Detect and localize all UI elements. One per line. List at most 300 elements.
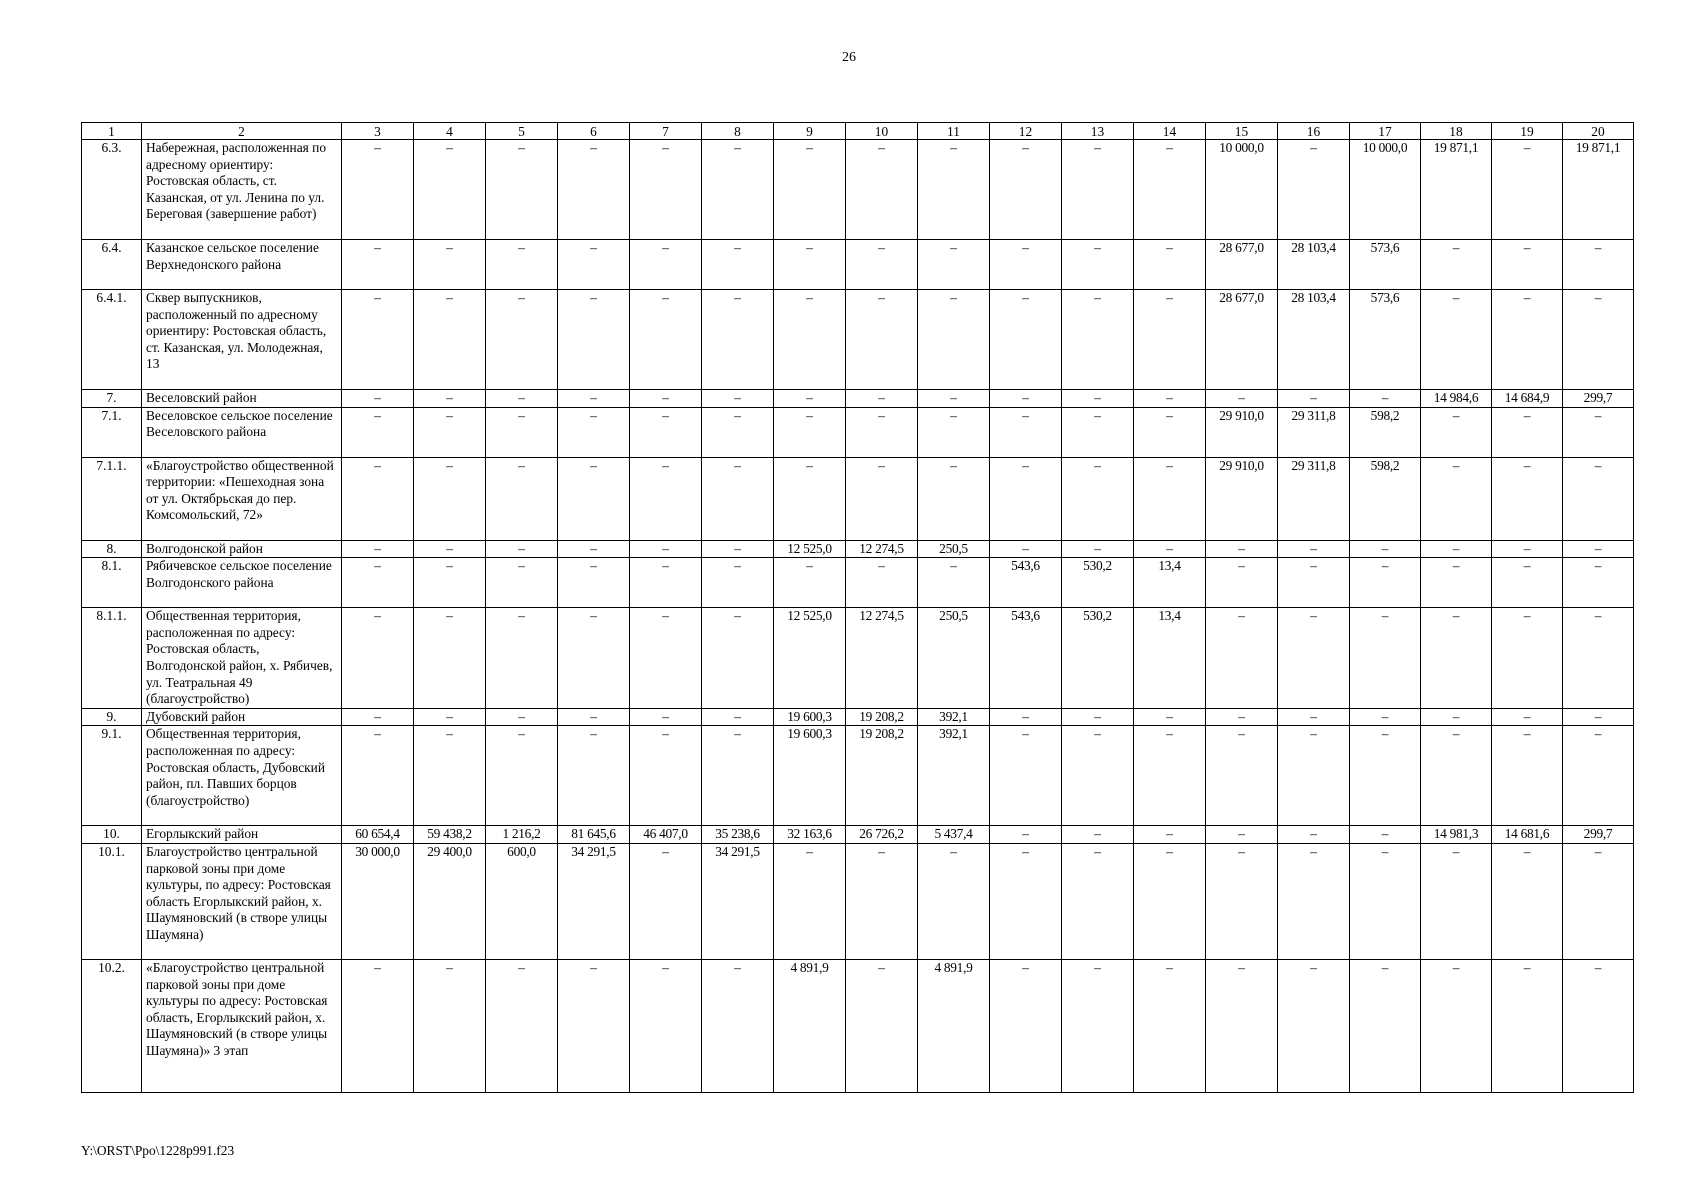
value-cell-col-8: 35 238,6 xyxy=(702,826,774,844)
value-cell-col-10: – xyxy=(846,959,918,1092)
row-name: Рябичевское сельское поселение Волгодонского района xyxy=(142,558,342,608)
value-cell-col-12: 543,6 xyxy=(990,558,1062,608)
value-cell-col-16: 28 103,4 xyxy=(1278,240,1350,290)
value-cell-col-17: 573,6 xyxy=(1350,240,1421,290)
value-cell-col-19: – xyxy=(1492,558,1563,608)
value-cell-col-14: – xyxy=(1134,240,1206,290)
value-cell-col-18: – xyxy=(1421,959,1492,1092)
value-cell-col-19: – xyxy=(1492,240,1563,290)
value-cell-col-13: – xyxy=(1062,240,1134,290)
value-cell-col-8: – xyxy=(702,390,774,408)
value-cell-col-16: – xyxy=(1278,959,1350,1092)
value-cell-col-11: 392,1 xyxy=(918,708,990,726)
column-header-19: 19 xyxy=(1492,123,1563,140)
value-cell-col-20: – xyxy=(1563,407,1634,457)
value-cell-col-17: 10 000,0 xyxy=(1350,140,1421,240)
column-header-18: 18 xyxy=(1421,123,1492,140)
value-cell-col-16: – xyxy=(1278,708,1350,726)
value-cell-col-4: – xyxy=(414,390,486,408)
value-cell-col-17: – xyxy=(1350,608,1421,709)
value-cell-col-5: 600,0 xyxy=(486,843,558,959)
value-cell-col-10: 19 208,2 xyxy=(846,726,918,826)
value-cell-col-6: – xyxy=(558,390,630,408)
value-cell-col-9: 4 891,9 xyxy=(774,959,846,1092)
value-cell-col-17: – xyxy=(1350,826,1421,844)
value-cell-col-14: – xyxy=(1134,457,1206,540)
value-cell-col-12: – xyxy=(990,140,1062,240)
value-cell-col-3: 60 654,4 xyxy=(342,826,414,844)
value-cell-col-11: – xyxy=(918,240,990,290)
value-cell-col-16: 29 311,8 xyxy=(1278,407,1350,457)
value-cell-col-18: – xyxy=(1421,407,1492,457)
row-name: Набережная, расположенная по адресному ориентиру: Ростовская область, ст. Казанская, от ул. Ленина по ул. Береговая (завершение работ) xyxy=(142,140,342,240)
value-cell-col-5: – xyxy=(486,540,558,558)
value-cell-col-6: – xyxy=(558,959,630,1092)
value-cell-col-19: – xyxy=(1492,843,1563,959)
value-cell-col-6: – xyxy=(558,726,630,826)
value-cell-col-7: – xyxy=(630,407,702,457)
value-cell-col-5: – xyxy=(486,708,558,726)
value-cell-col-9: – xyxy=(774,140,846,240)
value-cell-col-19: 14 681,6 xyxy=(1492,826,1563,844)
value-cell-col-17: 573,6 xyxy=(1350,290,1421,390)
value-cell-col-8: – xyxy=(702,708,774,726)
value-cell-col-16: – xyxy=(1278,540,1350,558)
row-number: 9. xyxy=(82,708,142,726)
value-cell-col-5: – xyxy=(486,407,558,457)
row-number: 10. xyxy=(82,826,142,844)
value-cell-col-19: 14 684,9 xyxy=(1492,390,1563,408)
value-cell-col-20: – xyxy=(1563,290,1634,390)
value-cell-col-3: – xyxy=(342,240,414,290)
value-cell-col-17: – xyxy=(1350,540,1421,558)
value-cell-col-10: 19 208,2 xyxy=(846,708,918,726)
value-cell-col-10: 12 274,5 xyxy=(846,608,918,709)
value-cell-col-18: – xyxy=(1421,457,1492,540)
footer-file-path: Y:\ORST\Ppo\1228p991.f23 xyxy=(81,1143,235,1158)
value-cell-col-15: 28 677,0 xyxy=(1206,290,1278,390)
value-cell-col-4: – xyxy=(414,240,486,290)
column-header-20: 20 xyxy=(1563,123,1634,140)
row-number: 6.3. xyxy=(82,140,142,240)
value-cell-col-13: – xyxy=(1062,726,1134,826)
value-cell-col-14: – xyxy=(1134,708,1206,726)
value-cell-col-5: – xyxy=(486,140,558,240)
value-cell-col-14: – xyxy=(1134,826,1206,844)
value-cell-col-13: 530,2 xyxy=(1062,608,1134,709)
column-header-5: 5 xyxy=(486,123,558,140)
value-cell-col-10: – xyxy=(846,140,918,240)
value-cell-col-17: – xyxy=(1350,959,1421,1092)
value-cell-col-12: 543,6 xyxy=(990,608,1062,709)
value-cell-col-6: – xyxy=(558,457,630,540)
column-header-11: 11 xyxy=(918,123,990,140)
value-cell-col-12: – xyxy=(990,390,1062,408)
page-number: 26 xyxy=(842,50,856,65)
value-cell-col-14: – xyxy=(1134,726,1206,826)
value-cell-col-15: – xyxy=(1206,959,1278,1092)
row-number: 7.1.1. xyxy=(82,457,142,540)
value-cell-col-10: – xyxy=(846,390,918,408)
value-cell-col-19: – xyxy=(1492,540,1563,558)
value-cell-col-12: – xyxy=(990,240,1062,290)
value-cell-col-11: – xyxy=(918,558,990,608)
value-cell-col-15: – xyxy=(1206,390,1278,408)
column-header-12: 12 xyxy=(990,123,1062,140)
value-cell-col-8: – xyxy=(702,608,774,709)
value-cell-col-4: – xyxy=(414,407,486,457)
row-number: 8.1. xyxy=(82,558,142,608)
value-cell-col-7: – xyxy=(630,140,702,240)
value-cell-col-6: – xyxy=(558,608,630,709)
value-cell-col-3: – xyxy=(342,726,414,826)
column-header-14: 14 xyxy=(1134,123,1206,140)
value-cell-col-6: – xyxy=(558,708,630,726)
value-cell-col-19: – xyxy=(1492,708,1563,726)
row-name: Общественная территория, расположенная по адресу: Ростовская область, Волгодонской район, х. Рябичев, ул. Театральная 49 (благоустройство) xyxy=(142,608,342,709)
row-name: «Благоустройство центральной парковой зоны при доме культуры по адресу: Ростовская область, Егорлыкский район, х. Шаумяновский (в створе улицы Шаумяна)» 3 этап xyxy=(142,959,342,1092)
value-cell-col-14: 13,4 xyxy=(1134,558,1206,608)
value-cell-col-19: – xyxy=(1492,407,1563,457)
value-cell-col-11: – xyxy=(918,457,990,540)
value-cell-col-9: 19 600,3 xyxy=(774,726,846,826)
column-header-1: 1 xyxy=(82,123,142,140)
value-cell-col-12: – xyxy=(990,726,1062,826)
value-cell-col-17: – xyxy=(1350,726,1421,826)
value-cell-col-16: 28 103,4 xyxy=(1278,290,1350,390)
value-cell-col-9: – xyxy=(774,407,846,457)
table-body xyxy=(82,140,1634,1093)
value-cell-col-16: – xyxy=(1278,826,1350,844)
value-cell-col-13: – xyxy=(1062,390,1134,408)
value-cell-col-20: – xyxy=(1563,558,1634,608)
value-cell-col-20: – xyxy=(1563,540,1634,558)
value-cell-col-19: – xyxy=(1492,608,1563,709)
value-cell-col-7: – xyxy=(630,843,702,959)
value-cell-col-11: – xyxy=(918,390,990,408)
value-cell-col-7: – xyxy=(630,457,702,540)
row-name: Казанское сельское поселение Верхнедонского района xyxy=(142,240,342,290)
value-cell-col-14: – xyxy=(1134,407,1206,457)
value-cell-col-13: – xyxy=(1062,457,1134,540)
value-cell-col-10: – xyxy=(846,843,918,959)
row-name: Волгодонской район xyxy=(142,540,342,558)
table-row xyxy=(82,843,1634,959)
value-cell-col-5: – xyxy=(486,240,558,290)
value-cell-col-4: – xyxy=(414,457,486,540)
value-cell-col-10: – xyxy=(846,407,918,457)
value-cell-col-9: 19 600,3 xyxy=(774,708,846,726)
value-cell-col-13: – xyxy=(1062,290,1134,390)
value-cell-col-8: – xyxy=(702,558,774,608)
column-header-15: 15 xyxy=(1206,123,1278,140)
value-cell-col-17: – xyxy=(1350,843,1421,959)
value-cell-col-13: – xyxy=(1062,843,1134,959)
value-cell-col-9: – xyxy=(774,290,846,390)
value-cell-col-7: 46 407,0 xyxy=(630,826,702,844)
table-row xyxy=(82,407,1634,457)
value-cell-col-16: 29 311,8 xyxy=(1278,457,1350,540)
value-cell-col-3: – xyxy=(342,390,414,408)
value-cell-col-6: – xyxy=(558,540,630,558)
value-cell-col-12: – xyxy=(990,708,1062,726)
value-cell-col-3: – xyxy=(342,407,414,457)
value-cell-col-18: 19 871,1 xyxy=(1421,140,1492,240)
value-cell-col-13: – xyxy=(1062,959,1134,1092)
row-name: Егорлыкский район xyxy=(142,826,342,844)
value-cell-col-9: 12 525,0 xyxy=(774,608,846,709)
value-cell-col-11: 250,5 xyxy=(918,608,990,709)
row-name: Веселовский район xyxy=(142,390,342,408)
value-cell-col-14: – xyxy=(1134,843,1206,959)
value-cell-col-4: 59 438,2 xyxy=(414,826,486,844)
value-cell-col-7: – xyxy=(630,959,702,1092)
row-number: 7.1. xyxy=(82,407,142,457)
column-header-3: 3 xyxy=(342,123,414,140)
value-cell-col-5: – xyxy=(486,726,558,826)
row-number: 8. xyxy=(82,540,142,558)
value-cell-col-14: – xyxy=(1134,540,1206,558)
value-cell-col-6: – xyxy=(558,407,630,457)
value-cell-col-13: – xyxy=(1062,140,1134,240)
value-cell-col-11: – xyxy=(918,407,990,457)
table-row xyxy=(82,726,1634,826)
column-header-13: 13 xyxy=(1062,123,1134,140)
table-row xyxy=(82,290,1634,390)
value-cell-col-3: – xyxy=(342,290,414,390)
row-name: Веселовское сельское поселение Веселовского района xyxy=(142,407,342,457)
value-cell-col-20: 299,7 xyxy=(1563,826,1634,844)
value-cell-col-4: – xyxy=(414,290,486,390)
value-cell-col-4: 29 400,0 xyxy=(414,843,486,959)
value-cell-col-4: – xyxy=(414,959,486,1092)
value-cell-col-10: – xyxy=(846,240,918,290)
value-cell-col-18: – xyxy=(1421,608,1492,709)
value-cell-col-11: 5 437,4 xyxy=(918,826,990,844)
value-cell-col-8: – xyxy=(702,726,774,826)
value-cell-col-19: – xyxy=(1492,726,1563,826)
row-name: Благоустройство центральной парковой зоны при доме культуры, по адресу: Ростовская область Егорлыкский район, х. Шаумяновский (в створе улицы Шаумяна) xyxy=(142,843,342,959)
value-cell-col-9: – xyxy=(774,558,846,608)
value-cell-col-3: – xyxy=(342,540,414,558)
value-cell-col-9: – xyxy=(774,240,846,290)
value-cell-col-18: – xyxy=(1421,240,1492,290)
table-row xyxy=(82,540,1634,558)
column-header-4: 4 xyxy=(414,123,486,140)
value-cell-col-5: – xyxy=(486,457,558,540)
table-row xyxy=(82,826,1634,844)
value-cell-col-17: 598,2 xyxy=(1350,407,1421,457)
value-cell-col-4: – xyxy=(414,608,486,709)
value-cell-col-9: 12 525,0 xyxy=(774,540,846,558)
value-cell-col-8: – xyxy=(702,959,774,1092)
value-cell-col-17: – xyxy=(1350,558,1421,608)
value-cell-col-5: – xyxy=(486,290,558,390)
value-cell-col-9: – xyxy=(774,457,846,540)
row-number: 10.2. xyxy=(82,959,142,1092)
value-cell-col-7: – xyxy=(630,726,702,826)
value-cell-col-11: – xyxy=(918,140,990,240)
value-cell-col-3: – xyxy=(342,558,414,608)
value-cell-col-7: – xyxy=(630,290,702,390)
value-cell-col-4: – xyxy=(414,540,486,558)
value-cell-col-20: – xyxy=(1563,457,1634,540)
table-row xyxy=(82,959,1634,1092)
value-cell-col-7: – xyxy=(630,558,702,608)
value-cell-col-20: – xyxy=(1563,726,1634,826)
column-header-7: 7 xyxy=(630,123,702,140)
table-row xyxy=(82,558,1634,608)
value-cell-col-6: – xyxy=(558,240,630,290)
value-cell-col-19: – xyxy=(1492,140,1563,240)
value-cell-col-6: 34 291,5 xyxy=(558,843,630,959)
row-name: Сквер выпускников, расположенный по адресному ориентиру: Ростовская область, ст. Казанская, ул. Молодежная, 13 xyxy=(142,290,342,390)
value-cell-col-18: – xyxy=(1421,290,1492,390)
value-cell-col-6: – xyxy=(558,290,630,390)
column-header-2: 2 xyxy=(142,123,342,140)
value-cell-col-13: 530,2 xyxy=(1062,558,1134,608)
value-cell-col-3: – xyxy=(342,708,414,726)
value-cell-col-16: – xyxy=(1278,843,1350,959)
value-cell-col-18: – xyxy=(1421,558,1492,608)
value-cell-col-19: – xyxy=(1492,457,1563,540)
header-row xyxy=(82,123,1634,140)
value-cell-col-11: 392,1 xyxy=(918,726,990,826)
value-cell-col-12: – xyxy=(990,843,1062,959)
value-cell-col-4: – xyxy=(414,140,486,240)
value-cell-col-15: – xyxy=(1206,843,1278,959)
value-cell-col-12: – xyxy=(990,290,1062,390)
value-cell-col-20: – xyxy=(1563,608,1634,709)
value-cell-col-15: 29 910,0 xyxy=(1206,457,1278,540)
value-cell-col-14: 13,4 xyxy=(1134,608,1206,709)
value-cell-col-13: – xyxy=(1062,826,1134,844)
value-cell-col-20: – xyxy=(1563,843,1634,959)
value-cell-col-14: – xyxy=(1134,290,1206,390)
row-name: Дубовский район xyxy=(142,708,342,726)
table-row xyxy=(82,140,1634,240)
value-cell-col-15: – xyxy=(1206,726,1278,826)
table-row xyxy=(82,457,1634,540)
value-cell-col-6: – xyxy=(558,558,630,608)
value-cell-col-5: 1 216,2 xyxy=(486,826,558,844)
value-cell-col-18: 14 984,6 xyxy=(1421,390,1492,408)
data-table xyxy=(81,122,1634,1093)
value-cell-col-17: 598,2 xyxy=(1350,457,1421,540)
value-cell-col-7: – xyxy=(630,240,702,290)
value-cell-col-10: – xyxy=(846,290,918,390)
value-cell-col-13: – xyxy=(1062,708,1134,726)
value-cell-col-15: – xyxy=(1206,708,1278,726)
value-cell-col-6: 81 645,6 xyxy=(558,826,630,844)
value-cell-col-8: – xyxy=(702,540,774,558)
value-cell-col-9: – xyxy=(774,843,846,959)
column-header-17: 17 xyxy=(1350,123,1421,140)
value-cell-col-7: – xyxy=(630,390,702,408)
value-cell-col-15: – xyxy=(1206,540,1278,558)
value-cell-col-8: – xyxy=(702,290,774,390)
value-cell-col-8: 34 291,5 xyxy=(702,843,774,959)
value-cell-col-12: – xyxy=(990,826,1062,844)
row-number: 8.1.1. xyxy=(82,608,142,709)
row-name: «Благоустройство общественной территории: «Пешеходная зона от ул. Октябрьская до пер. Комсомольский, 72» xyxy=(142,457,342,540)
value-cell-col-4: – xyxy=(414,708,486,726)
value-cell-col-14: – xyxy=(1134,390,1206,408)
value-cell-col-8: – xyxy=(702,240,774,290)
value-cell-col-6: – xyxy=(558,140,630,240)
value-cell-col-5: – xyxy=(486,558,558,608)
value-cell-col-8: – xyxy=(702,140,774,240)
table-row xyxy=(82,608,1634,709)
value-cell-col-7: – xyxy=(630,608,702,709)
value-cell-col-18: – xyxy=(1421,708,1492,726)
column-header-6: 6 xyxy=(558,123,630,140)
value-cell-col-5: – xyxy=(486,959,558,1092)
row-number: 10.1. xyxy=(82,843,142,959)
row-number: 6.4.1. xyxy=(82,290,142,390)
value-cell-col-3: 30 000,0 xyxy=(342,843,414,959)
value-cell-col-15: – xyxy=(1206,558,1278,608)
value-cell-col-16: – xyxy=(1278,726,1350,826)
value-cell-col-7: – xyxy=(630,708,702,726)
value-cell-col-15: 29 910,0 xyxy=(1206,407,1278,457)
table-row xyxy=(82,390,1634,408)
value-cell-col-10: 12 274,5 xyxy=(846,540,918,558)
table-row xyxy=(82,708,1634,726)
value-cell-col-16: – xyxy=(1278,558,1350,608)
value-cell-col-12: – xyxy=(990,407,1062,457)
value-cell-col-10: 26 726,2 xyxy=(846,826,918,844)
value-cell-col-12: – xyxy=(990,959,1062,1092)
value-cell-col-17: – xyxy=(1350,390,1421,408)
column-header-10: 10 xyxy=(846,123,918,140)
row-name: Общественная территория, расположенная по адресу: Ростовская область, Дубовский район, пл. Павших борцов (благоустройство) xyxy=(142,726,342,826)
value-cell-col-14: – xyxy=(1134,959,1206,1092)
table-row xyxy=(82,240,1634,290)
value-cell-col-5: – xyxy=(486,390,558,408)
value-cell-col-11: 4 891,9 xyxy=(918,959,990,1092)
value-cell-col-11: 250,5 xyxy=(918,540,990,558)
value-cell-col-20: 299,7 xyxy=(1563,390,1634,408)
value-cell-col-11: – xyxy=(918,843,990,959)
value-cell-col-14: – xyxy=(1134,140,1206,240)
value-cell-col-19: – xyxy=(1492,290,1563,390)
value-cell-col-15: – xyxy=(1206,826,1278,844)
value-cell-col-9: – xyxy=(774,390,846,408)
value-cell-col-20: 19 871,1 xyxy=(1563,140,1634,240)
value-cell-col-16: – xyxy=(1278,140,1350,240)
value-cell-col-3: – xyxy=(342,608,414,709)
value-cell-col-18: 14 981,3 xyxy=(1421,826,1492,844)
value-cell-col-10: – xyxy=(846,457,918,540)
value-cell-col-18: – xyxy=(1421,540,1492,558)
value-cell-col-12: – xyxy=(990,457,1062,540)
column-header-9: 9 xyxy=(774,123,846,140)
value-cell-col-5: – xyxy=(486,608,558,709)
value-cell-col-4: – xyxy=(414,558,486,608)
value-cell-col-4: – xyxy=(414,726,486,826)
value-cell-col-20: – xyxy=(1563,959,1634,1092)
value-cell-col-13: – xyxy=(1062,540,1134,558)
value-cell-col-9: 32 163,6 xyxy=(774,826,846,844)
value-cell-col-17: – xyxy=(1350,708,1421,726)
value-cell-col-19: – xyxy=(1492,959,1563,1092)
value-cell-col-16: – xyxy=(1278,608,1350,709)
value-cell-col-8: – xyxy=(702,457,774,540)
value-cell-col-15: 28 677,0 xyxy=(1206,240,1278,290)
column-header-8: 8 xyxy=(702,123,774,140)
row-number: 9.1. xyxy=(82,726,142,826)
